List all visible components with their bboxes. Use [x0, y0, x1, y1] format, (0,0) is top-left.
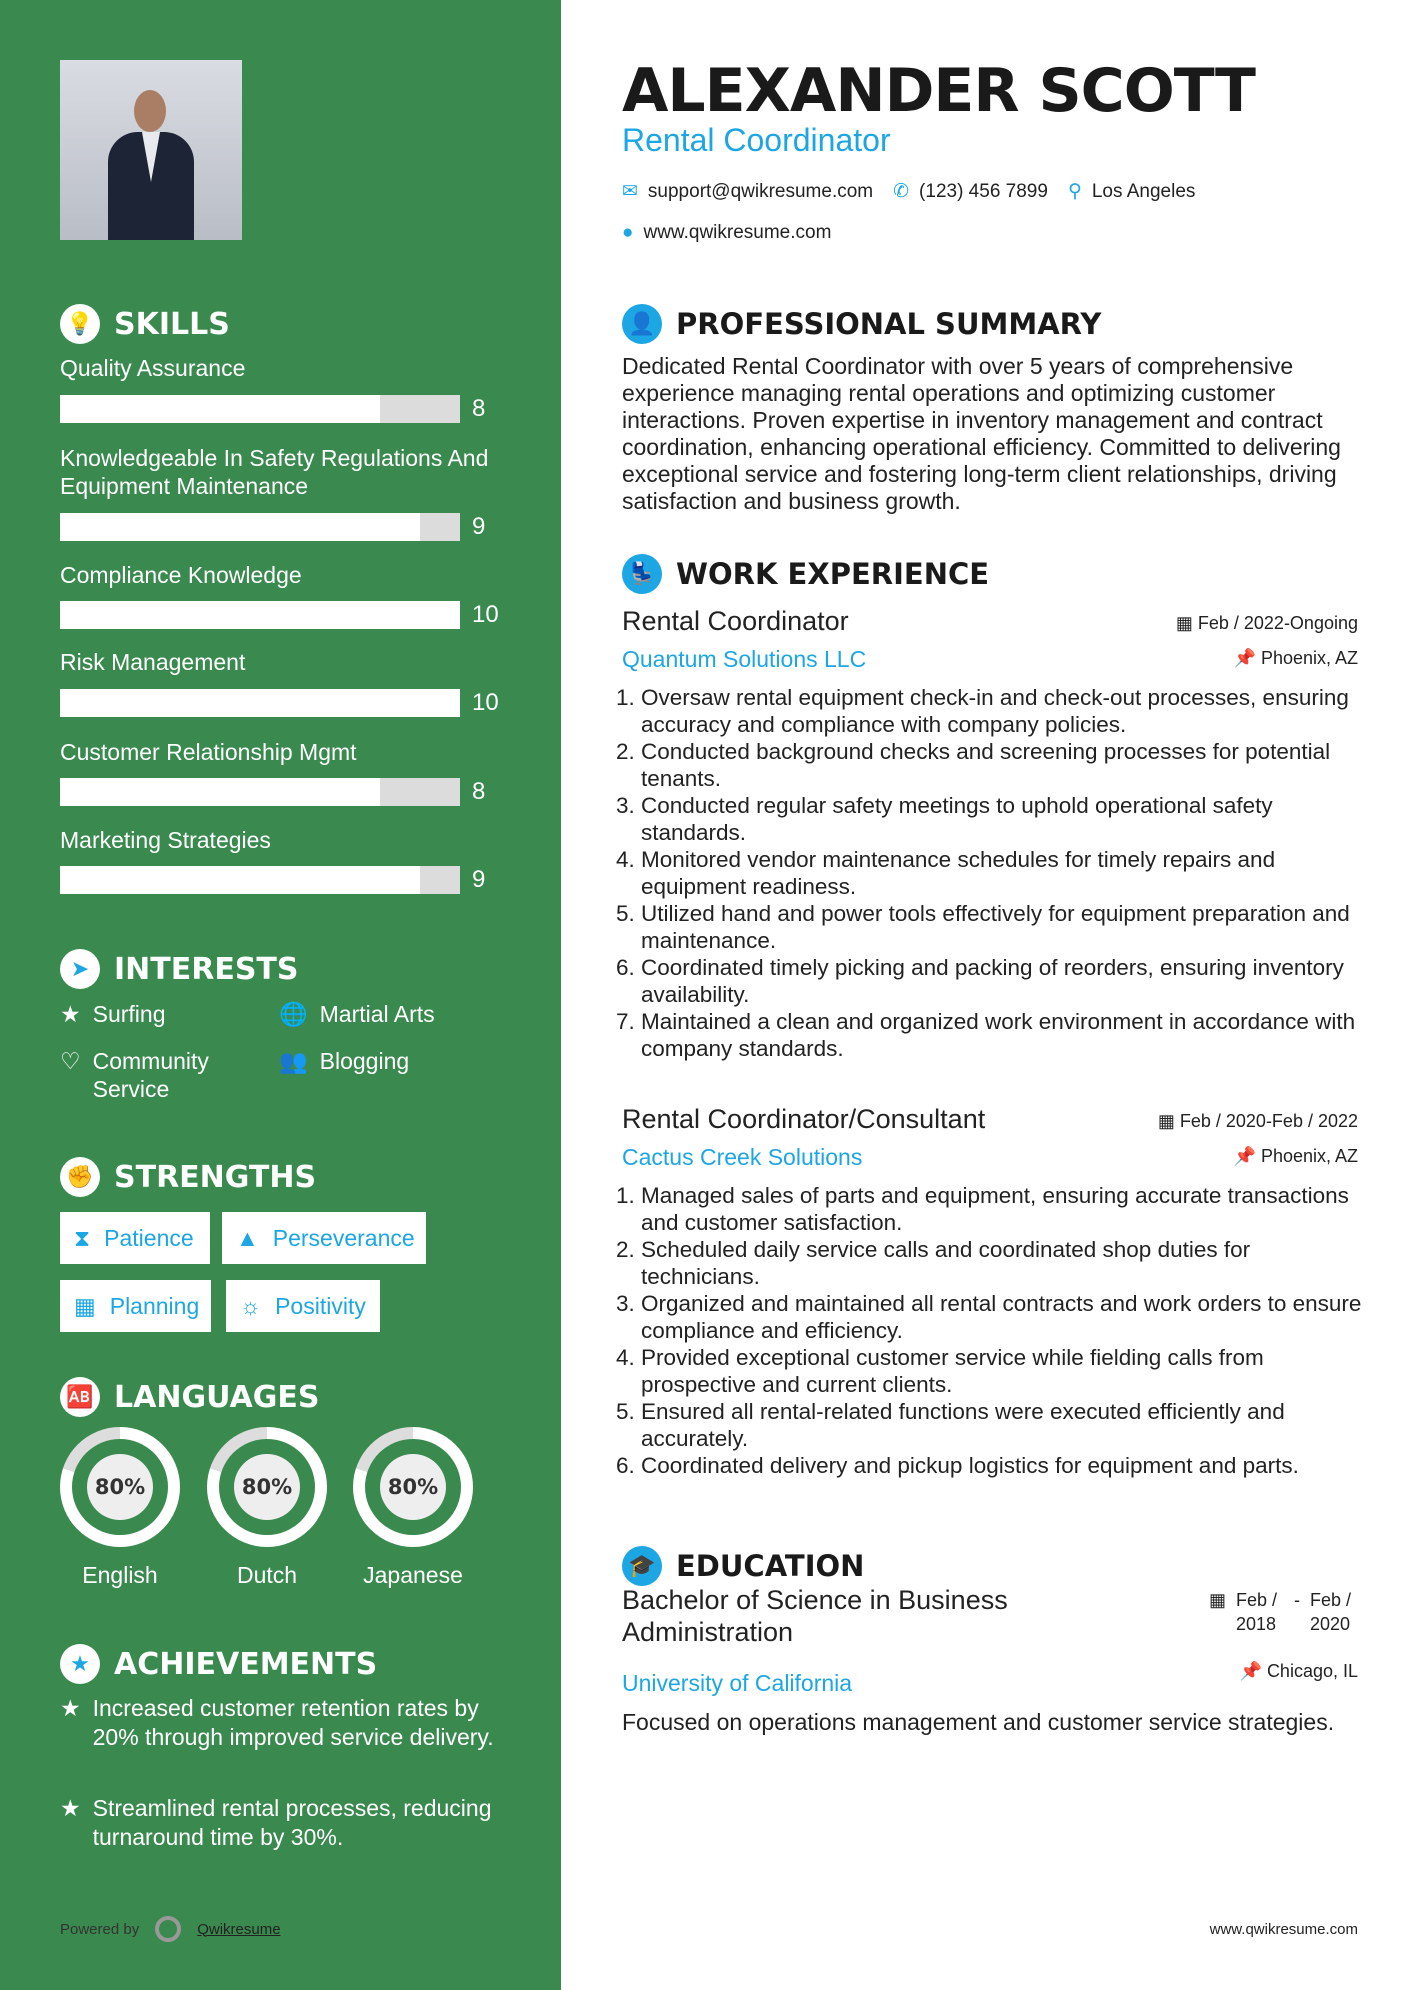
strengths-heading [60, 1157, 316, 1197]
job-bullet: 5. Ensured all rental-related functions were executed efficiently and accurately. [641, 1398, 1365, 1452]
heading-text: LANGUAGES [114, 1379, 320, 1415]
summary-heading [622, 304, 1358, 344]
achievement-item [60, 1694, 500, 1752]
language-percent: 80% [380, 1454, 446, 1520]
phone-icon: ✆ [893, 181, 910, 202]
language-card-icon: 🆎 [60, 1377, 100, 1417]
skill-bar [60, 601, 460, 629]
job-bullet: 4. Monitored vendor maintenance schedules for timely repairs and equipment readiness. [641, 846, 1365, 900]
language-progress-ring [353, 1427, 473, 1547]
job-bullet: 2. Scheduled daily service calls and coordinated shop duties for technicians. [641, 1236, 1365, 1290]
language-percent: 80% [87, 1454, 153, 1520]
pin-icon: 📌 [1233, 648, 1261, 668]
language-percent: 80% [234, 1454, 300, 1520]
heading-text: STRENGTHS [114, 1159, 317, 1195]
skill-bar [60, 689, 460, 717]
interest-label: Community Service [92, 1048, 209, 1102]
language-progress-ring [207, 1427, 327, 1547]
job-bullet: 6. Coordinated timely picking and packing of reorders, ensuring inventory availability. [641, 954, 1365, 1008]
interest-item [60, 1047, 260, 1103]
heading-text: ACHIEVEMENTS [114, 1646, 378, 1682]
location-text: Phoenix, AZ [1260, 648, 1358, 668]
interest-label: Surfing [92, 1001, 166, 1027]
lightbulb-icon: 💡 [60, 304, 100, 344]
job-bullets [605, 1182, 1365, 1479]
email-icon: ✉ [622, 181, 638, 202]
skill-bar [60, 513, 460, 541]
globe-icon: 🌐 [279, 1001, 308, 1027]
strength-badge [226, 1280, 380, 1332]
candidate-name: ALEXANDER SCOTT [622, 56, 1255, 126]
interest-label: Blogging [319, 1048, 410, 1074]
education-dates [1209, 1588, 1358, 1636]
chair-icon: 💺 [622, 554, 662, 594]
languages-heading [60, 1377, 319, 1417]
location: Los Angeles [1091, 180, 1196, 202]
end-date: Feb / 2020 [1310, 1590, 1352, 1634]
calendar-icon: ▦ [1175, 613, 1198, 633]
skill-bar-fill [60, 689, 460, 717]
job-location [1234, 648, 1358, 669]
calendar-icon: ▦ [1208, 1590, 1226, 1610]
skill-label: Quality Assurance [60, 355, 246, 381]
skill-bar-fill [60, 601, 460, 629]
job-bullet: 7. Maintained a clean and organized work environment in accordance with company standards. [641, 1008, 1365, 1062]
website-row [622, 222, 1358, 244]
job-bullet: 3. Conducted regular safety meetings to uphold operational safety standards. [641, 792, 1365, 846]
sun-icon: ☼ [240, 1292, 262, 1319]
job-bullet: 3. Organized and maintained all rental contracts and work orders to ensure compliance and efficiency. [641, 1290, 1365, 1344]
language-name: Japanese [363, 1562, 463, 1588]
strength-label: Positivity [275, 1292, 366, 1319]
achievement-text: Streamlined rental processes, reducing turnaround time by 30%. [92, 1795, 492, 1850]
fist-icon: ✊ [60, 1157, 100, 1197]
pin-icon: 📌 [1239, 1661, 1267, 1681]
star-icon: ★ [60, 1001, 81, 1027]
qwikresume-link[interactable]: Qwikresume [197, 1920, 281, 1938]
education-location [1240, 1661, 1358, 1682]
phone: (123) 456 7899 [919, 180, 1048, 202]
school: University of California [622, 1670, 853, 1696]
skill-label: Risk Management [60, 649, 246, 675]
pin-icon: 📌 [1233, 1146, 1261, 1166]
shooting-star-icon: ★ [60, 1795, 81, 1821]
skill-value: 8 [472, 778, 486, 805]
skill-bar-fill [60, 778, 380, 806]
skill-bar-fill [60, 395, 380, 423]
achievement-text: Increased customer retention rates by 20% through improved service delivery. [92, 1695, 494, 1750]
strength-badge [60, 1212, 210, 1264]
users-icon: 👥 [279, 1048, 308, 1074]
interest-item [60, 1000, 166, 1028]
map-pin-icon: ⚲ [1067, 181, 1082, 202]
job-title: Rental Coordinator [622, 122, 891, 158]
skill-value: 9 [472, 866, 486, 893]
skill-bar [60, 395, 460, 423]
interest-label: Martial Arts [319, 1001, 435, 1027]
heading-text: WORK EXPERIENCE [676, 557, 990, 591]
job-bullet: 1. Oversaw rental equipment check-in and check-out processes, ensuring accuracy and compliance with company policies. [641, 684, 1365, 738]
interest-item [279, 1047, 409, 1075]
job-date [1158, 1111, 1358, 1132]
degree: Bachelor of Science in Business Administration [622, 1585, 1008, 1647]
language-name: English [82, 1562, 158, 1588]
date-text: Feb / 2022-Ongoing [1197, 613, 1358, 633]
summary-text: Dedicated Rental Coordinator with over 5 years of comprehensive experience managing rental operations and optimizing customer interactions. Proven expertise in inventory management and contract coordination, enhancing operational efficiency. Committed to delivering exceptional service and fostering long-term client relationships, driving satisfaction and business growth. [622, 353, 1341, 514]
date-text: Feb / 2020-Feb / 2022 [1179, 1111, 1358, 1131]
company: Quantum Solutions LLC [622, 646, 867, 672]
job-bullet: 6. Coordinated delivery and pickup logistics for equipment and parts. [641, 1452, 1365, 1479]
company: Cactus Creek Solutions [622, 1144, 863, 1170]
skill-label: Customer Relationship Mgmt [60, 739, 357, 765]
skill-value: 8 [472, 395, 486, 422]
globe-icon: ● [622, 222, 634, 243]
skill-value: 10 [472, 689, 499, 716]
work-heading [622, 554, 1358, 594]
job-location [1234, 1146, 1358, 1167]
job-bullet: 5. Utilized hand and power tools effectively for equipment preparation and maintenance. [641, 900, 1365, 954]
calendar-icon: ▦ [1157, 1111, 1180, 1131]
job-title: Rental Coordinator [622, 606, 849, 636]
strength-badge [60, 1280, 211, 1332]
profile-photo [60, 60, 242, 240]
website-link[interactable]: www.qwikresume.com [643, 222, 832, 243]
heading-text: INTERESTS [114, 951, 299, 987]
powered-label: Powered by [60, 1920, 140, 1938]
achievement-item [60, 1794, 500, 1852]
road-icon: ▲ [236, 1224, 259, 1251]
skill-bar-fill [60, 866, 420, 894]
strength-badge [222, 1212, 426, 1264]
powered-by [60, 1916, 281, 1942]
skill-label: Marketing Strategies [60, 827, 271, 853]
skills-heading [60, 304, 230, 344]
star-badge-icon: ★ [60, 1644, 100, 1684]
email[interactable]: support@qwikresume.com [647, 180, 874, 202]
achievements-heading [60, 1644, 377, 1684]
footer-website[interactable]: www.qwikresume.com [1209, 1921, 1358, 1938]
job-bullet: 2. Conducted background checks and screening processes for potential tenants. [641, 738, 1365, 792]
language-progress-ring [60, 1427, 180, 1547]
job-bullet: 1. Managed sales of parts and equipment, ensuring accurate transactions and customer satisfaction. [641, 1182, 1365, 1236]
calendar-icon: ▦ [74, 1292, 96, 1319]
heading-text: PROFESSIONAL SUMMARY [676, 307, 1102, 341]
shooting-star-icon: ★ [60, 1695, 81, 1721]
paper-plane-icon: ➤ [60, 949, 100, 989]
graduate-icon: 🎓 [622, 1546, 662, 1586]
skill-bar [60, 778, 460, 806]
job-date [1176, 613, 1358, 634]
interest-item [279, 1000, 435, 1028]
start-date: Feb / 2018 [1236, 1590, 1278, 1634]
strength-label: Planning [109, 1292, 200, 1319]
user-icon: 👤 [622, 304, 662, 344]
job-bullet: 4. Provided exceptional customer service while fielding calls from prospective and current clients. [641, 1344, 1365, 1398]
hourglass-icon: ⧗ [74, 1224, 91, 1251]
contact-row [622, 180, 1358, 203]
skill-value: 9 [472, 513, 486, 540]
job-title: Rental Coordinator/Consultant [622, 1104, 986, 1134]
language-name: Dutch [236, 1562, 298, 1588]
job-bullets [605, 684, 1365, 1062]
heading-text: EDUCATION [676, 1549, 865, 1583]
skill-label: Compliance Knowledge [60, 562, 302, 588]
date-separator: - [1294, 1590, 1300, 1610]
education-description: Focused on operations management and customer service strategies. [622, 1709, 1335, 1735]
sidebar [0, 0, 561, 1990]
interests-heading [60, 949, 299, 989]
heading-text: SKILLS [114, 306, 230, 342]
skill-bar [60, 866, 460, 894]
strength-label: Perseverance [272, 1224, 415, 1251]
hand-icon: ♡ [60, 1048, 81, 1074]
skill-bar-fill [60, 513, 420, 541]
location-text: Chicago, IL [1266, 1661, 1358, 1681]
strength-label: Patience [104, 1224, 194, 1251]
location-text: Phoenix, AZ [1260, 1146, 1358, 1166]
skill-value: 10 [472, 601, 499, 628]
education-heading [622, 1546, 1358, 1586]
skill-label: Knowledgeable In Safety Regulations And Equipment Maintenance [60, 445, 489, 499]
qwikresume-logo-icon [155, 1916, 181, 1942]
